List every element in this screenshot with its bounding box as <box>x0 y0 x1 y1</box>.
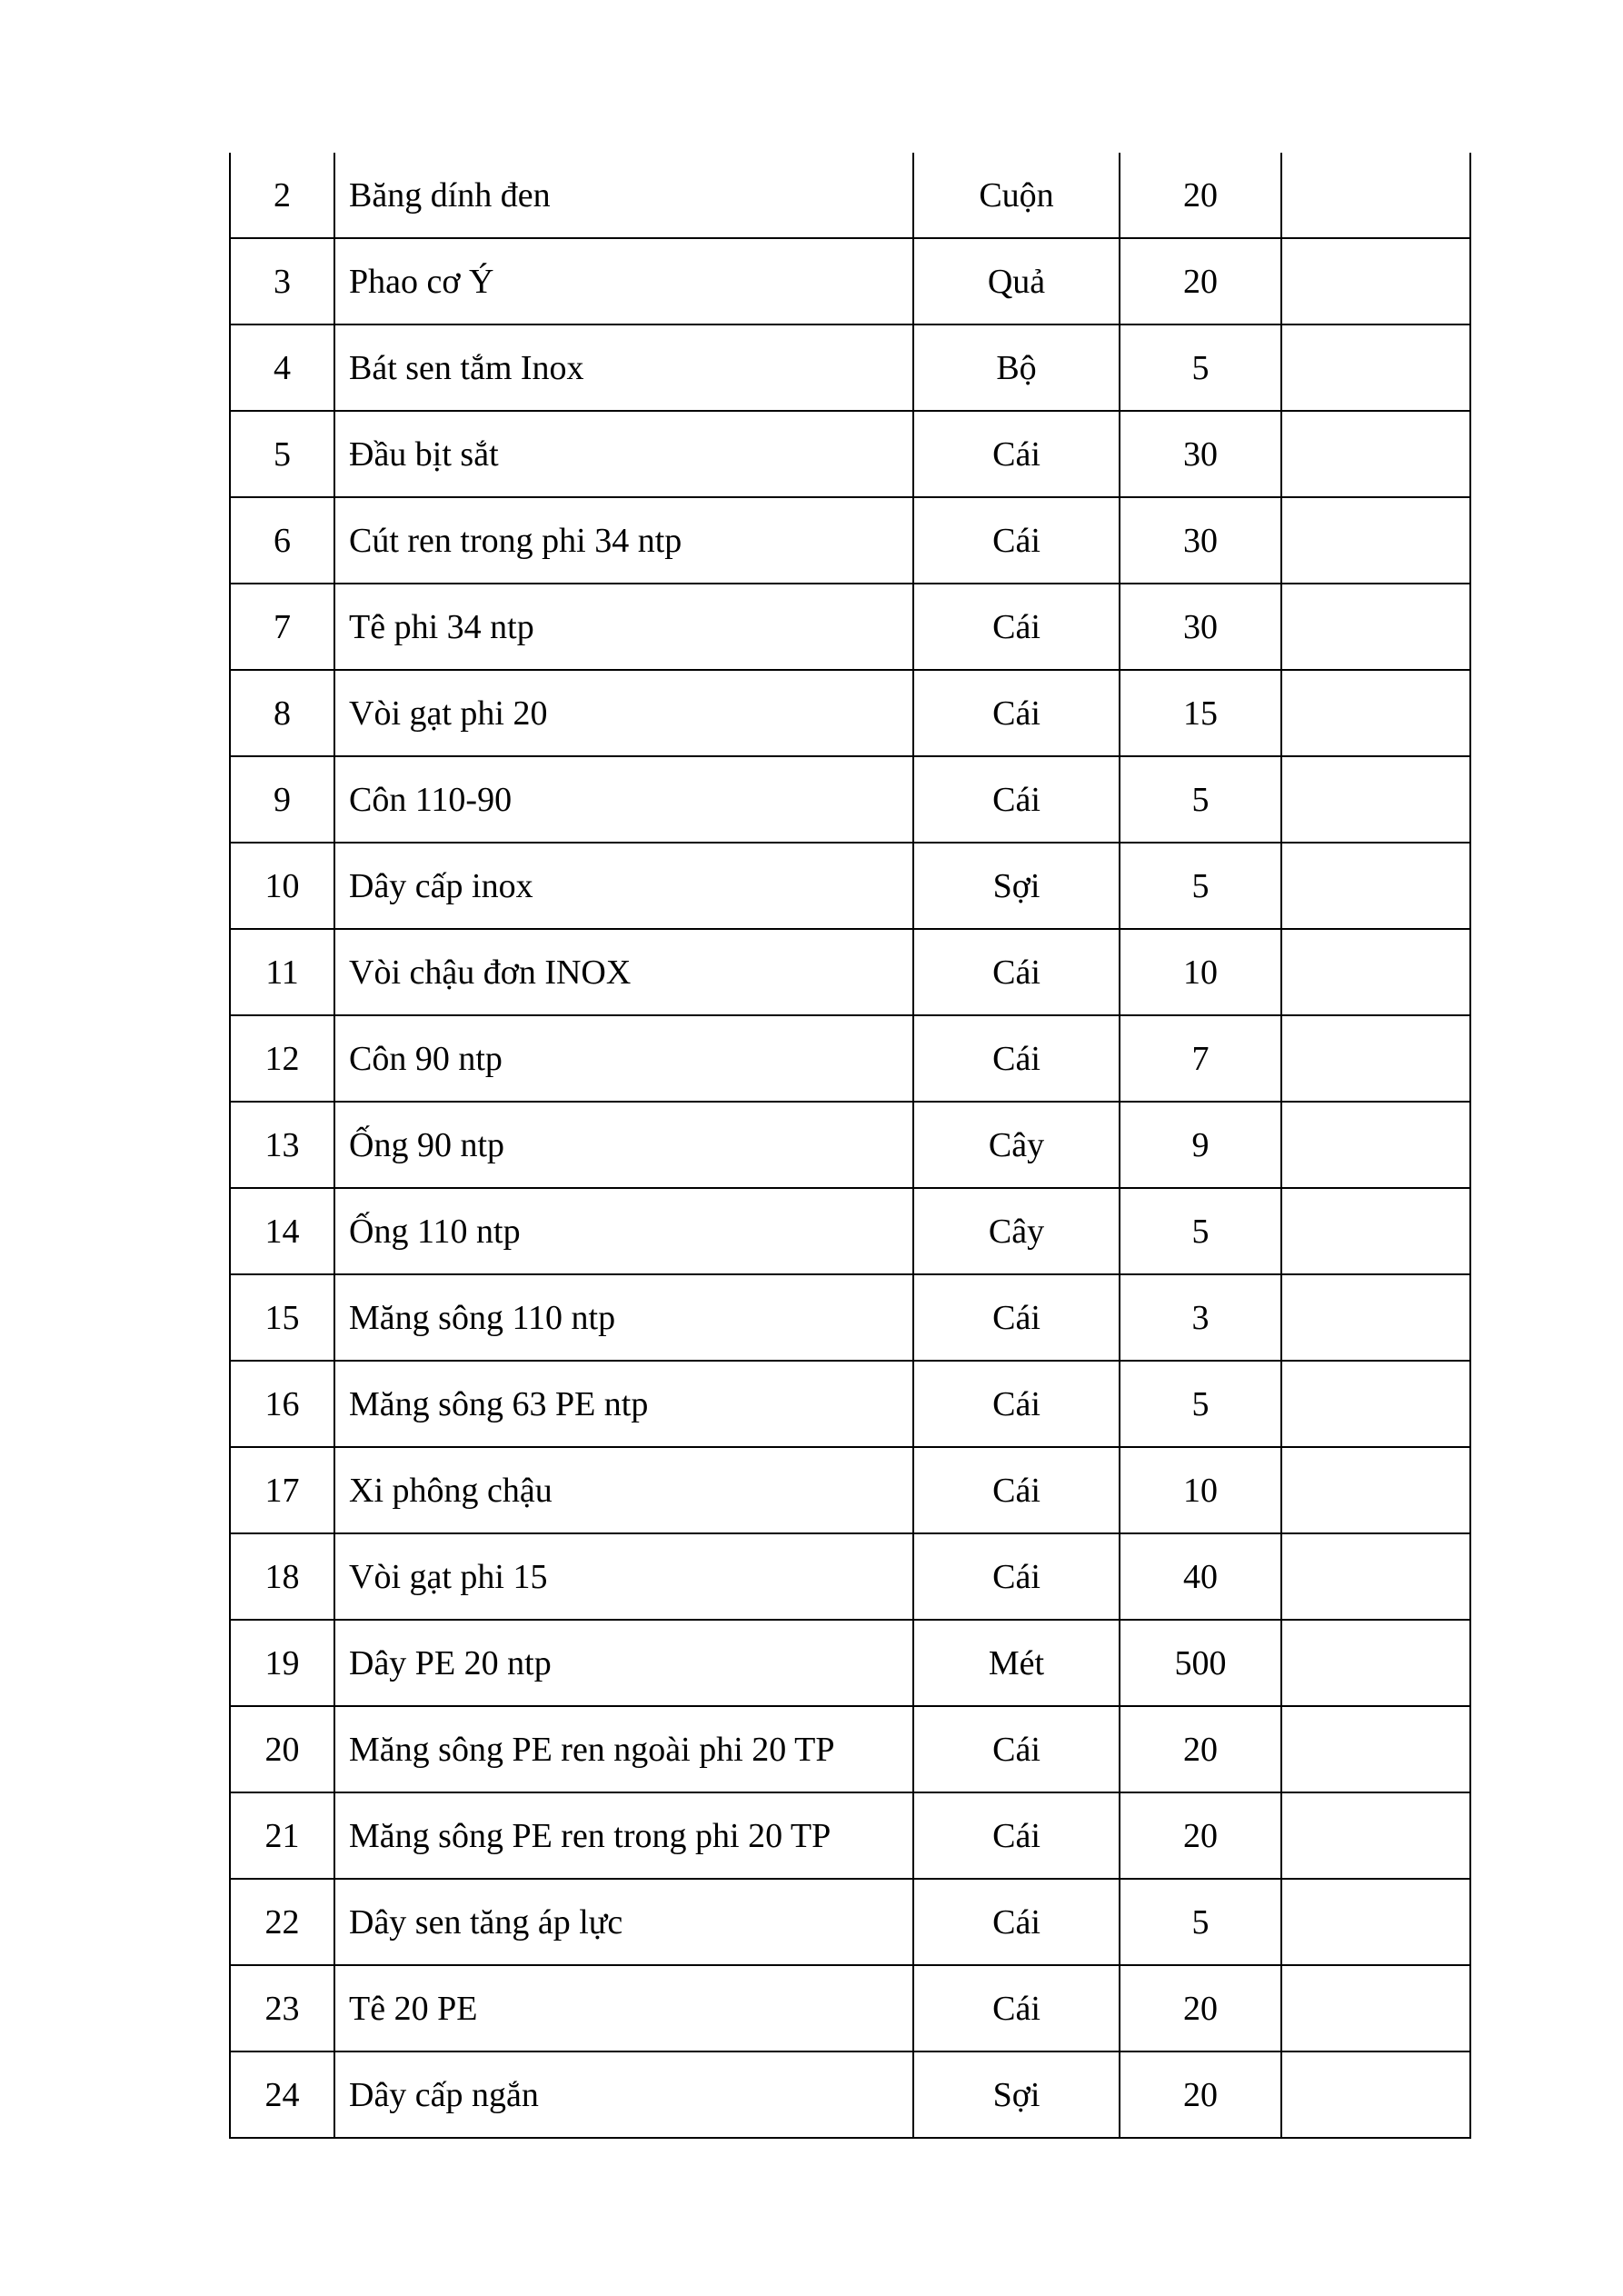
table-row <box>230 1792 1470 1879</box>
note-cell <box>1281 1533 1470 1620</box>
note-cell <box>1281 1102 1470 1188</box>
note-cell <box>1281 670 1470 756</box>
quantity-cell: 30 <box>1120 497 1281 584</box>
unit-cell: Cái <box>913 1274 1120 1361</box>
table-row <box>230 929 1470 1015</box>
row-number-cell: 24 <box>230 2051 334 2138</box>
quantity-cell: 10 <box>1120 929 1281 1015</box>
quantity-cell: 30 <box>1120 411 1281 497</box>
item-name-cell: Dây cấp ngắn <box>334 2051 913 2138</box>
note-cell <box>1281 1792 1470 1879</box>
note-cell <box>1281 584 1470 670</box>
table-row <box>230 153 1470 238</box>
unit-cell: Cái <box>913 497 1120 584</box>
table-row <box>230 1620 1470 1706</box>
note-cell <box>1281 1447 1470 1533</box>
table-row <box>230 584 1470 670</box>
quantity-cell: 15 <box>1120 670 1281 756</box>
unit-cell: Cuộn <box>913 153 1120 238</box>
row-number-cell: 11 <box>230 929 334 1015</box>
quantity-cell: 9 <box>1120 1102 1281 1188</box>
table-row <box>230 1188 1470 1274</box>
item-name-cell: Bát sen tắm Inox <box>334 324 913 411</box>
item-name-cell: Vòi chậu đơn INOX <box>334 929 913 1015</box>
note-cell <box>1281 1015 1470 1102</box>
item-name-cell: Tê 20 PE <box>334 1965 913 2051</box>
row-number-cell: 15 <box>230 1274 334 1361</box>
note-cell <box>1281 497 1470 584</box>
unit-cell: Cái <box>913 1879 1120 1965</box>
row-number-cell: 22 <box>230 1879 334 1965</box>
item-name-cell: Vòi gạt phi 20 <box>334 670 913 756</box>
unit-cell: Cái <box>913 411 1120 497</box>
quantity-cell: 20 <box>1120 1792 1281 1879</box>
table-row <box>230 1965 1470 2051</box>
unit-cell: Cái <box>913 1447 1120 1533</box>
row-number-cell: 10 <box>230 843 334 929</box>
unit-cell: Cái <box>913 670 1120 756</box>
quantity-cell: 500 <box>1120 1620 1281 1706</box>
item-name-cell: Băng dính đen <box>334 153 913 238</box>
quantity-cell: 30 <box>1120 584 1281 670</box>
unit-cell: Cái <box>913 584 1120 670</box>
quantity-cell: 5 <box>1120 1879 1281 1965</box>
row-number-cell: 7 <box>230 584 334 670</box>
quantity-cell: 5 <box>1120 756 1281 843</box>
note-cell <box>1281 1274 1470 1361</box>
quantity-cell: 3 <box>1120 1274 1281 1361</box>
unit-cell: Cái <box>913 1361 1120 1447</box>
table-row <box>230 238 1470 324</box>
row-number-cell: 20 <box>230 1706 334 1792</box>
table-row <box>230 2051 1470 2138</box>
unit-cell: Cái <box>913 929 1120 1015</box>
item-name-cell: Cút ren trong phi 34 ntp <box>334 497 913 584</box>
table-row <box>230 670 1470 756</box>
item-name-cell: Vòi gạt phi 15 <box>334 1533 913 1620</box>
unit-cell: Quả <box>913 238 1120 324</box>
item-name-cell: Côn 90 ntp <box>334 1015 913 1102</box>
table-row <box>230 1102 1470 1188</box>
table-row <box>230 1447 1470 1533</box>
quantity-cell: 20 <box>1120 238 1281 324</box>
row-number-cell: 19 <box>230 1620 334 1706</box>
row-number-cell: 4 <box>230 324 334 411</box>
table-row <box>230 1533 1470 1620</box>
item-name-cell: Dây sen tăng áp lực <box>334 1879 913 1965</box>
quantity-cell: 7 <box>1120 1015 1281 1102</box>
quantity-cell: 5 <box>1120 1361 1281 1447</box>
note-cell <box>1281 324 1470 411</box>
unit-cell: Cái <box>913 1533 1120 1620</box>
note-cell <box>1281 1965 1470 2051</box>
table-row <box>230 1274 1470 1361</box>
quantity-cell: 10 <box>1120 1447 1281 1533</box>
row-number-cell: 3 <box>230 238 334 324</box>
row-number-cell: 14 <box>230 1188 334 1274</box>
note-cell <box>1281 2051 1470 2138</box>
items-table <box>229 153 1471 2139</box>
item-name-cell: Măng sông PE ren trong phi 20 TP <box>334 1792 913 1879</box>
item-name-cell: Tê phi 34 ntp <box>334 584 913 670</box>
row-number-cell: 2 <box>230 153 334 238</box>
note-cell <box>1281 1706 1470 1792</box>
row-number-cell: 18 <box>230 1533 334 1620</box>
item-name-cell: Đầu bịt sắt <box>334 411 913 497</box>
unit-cell: Cây <box>913 1102 1120 1188</box>
quantity-cell: 20 <box>1120 1965 1281 2051</box>
unit-cell: Cái <box>913 1015 1120 1102</box>
table-row <box>230 497 1470 584</box>
item-name-cell: Dây PE 20 ntp <box>334 1620 913 1706</box>
note-cell <box>1281 238 1470 324</box>
table-row <box>230 1706 1470 1792</box>
table-row <box>230 756 1470 843</box>
item-name-cell: Măng sông 110 ntp <box>334 1274 913 1361</box>
note-cell <box>1281 1879 1470 1965</box>
note-cell <box>1281 929 1470 1015</box>
item-name-cell: Ống 110 ntp <box>334 1188 913 1274</box>
note-cell <box>1281 1361 1470 1447</box>
unit-cell: Mét <box>913 1620 1120 1706</box>
quantity-cell: 20 <box>1120 1706 1281 1792</box>
note-cell <box>1281 843 1470 929</box>
unit-cell: Cây <box>913 1188 1120 1274</box>
item-name-cell: Xi phông chậu <box>334 1447 913 1533</box>
row-number-cell: 23 <box>230 1965 334 2051</box>
row-number-cell: 5 <box>230 411 334 497</box>
unit-cell: Sợi <box>913 843 1120 929</box>
unit-cell: Cái <box>913 756 1120 843</box>
item-name-cell: Măng sông 63 PE ntp <box>334 1361 913 1447</box>
row-number-cell: 9 <box>230 756 334 843</box>
quantity-cell: 20 <box>1120 2051 1281 2138</box>
quantity-cell: 5 <box>1120 324 1281 411</box>
table-row <box>230 1361 1470 1447</box>
note-cell <box>1281 756 1470 843</box>
row-number-cell: 13 <box>230 1102 334 1188</box>
quantity-cell: 5 <box>1120 843 1281 929</box>
note-cell <box>1281 153 1470 238</box>
unit-cell: Cái <box>913 1965 1120 2051</box>
row-number-cell: 8 <box>230 670 334 756</box>
unit-cell: Sợi <box>913 2051 1120 2138</box>
item-name-cell: Côn 110-90 <box>334 756 913 843</box>
table-row <box>230 843 1470 929</box>
quantity-cell: 20 <box>1120 153 1281 238</box>
note-cell <box>1281 411 1470 497</box>
row-number-cell: 12 <box>230 1015 334 1102</box>
table-row <box>230 324 1470 411</box>
item-name-cell: Măng sông PE ren ngoài phi 20 TP <box>334 1706 913 1792</box>
table-row <box>230 411 1470 497</box>
quantity-cell: 5 <box>1120 1188 1281 1274</box>
row-number-cell: 6 <box>230 497 334 584</box>
row-number-cell: 21 <box>230 1792 334 1879</box>
quantity-cell: 40 <box>1120 1533 1281 1620</box>
unit-cell: Cái <box>913 1792 1120 1879</box>
items-table-body <box>230 153 1470 2138</box>
note-cell <box>1281 1188 1470 1274</box>
table-row <box>230 1879 1470 1965</box>
item-name-cell: Dây cấp inox <box>334 843 913 929</box>
unit-cell: Cái <box>913 1706 1120 1792</box>
note-cell <box>1281 1620 1470 1706</box>
unit-cell: Bộ <box>913 324 1120 411</box>
row-number-cell: 16 <box>230 1361 334 1447</box>
item-name-cell: Phao cơ Ý <box>334 238 913 324</box>
item-name-cell: Ống 90 ntp <box>334 1102 913 1188</box>
row-number-cell: 17 <box>230 1447 334 1533</box>
table-row <box>230 1015 1470 1102</box>
